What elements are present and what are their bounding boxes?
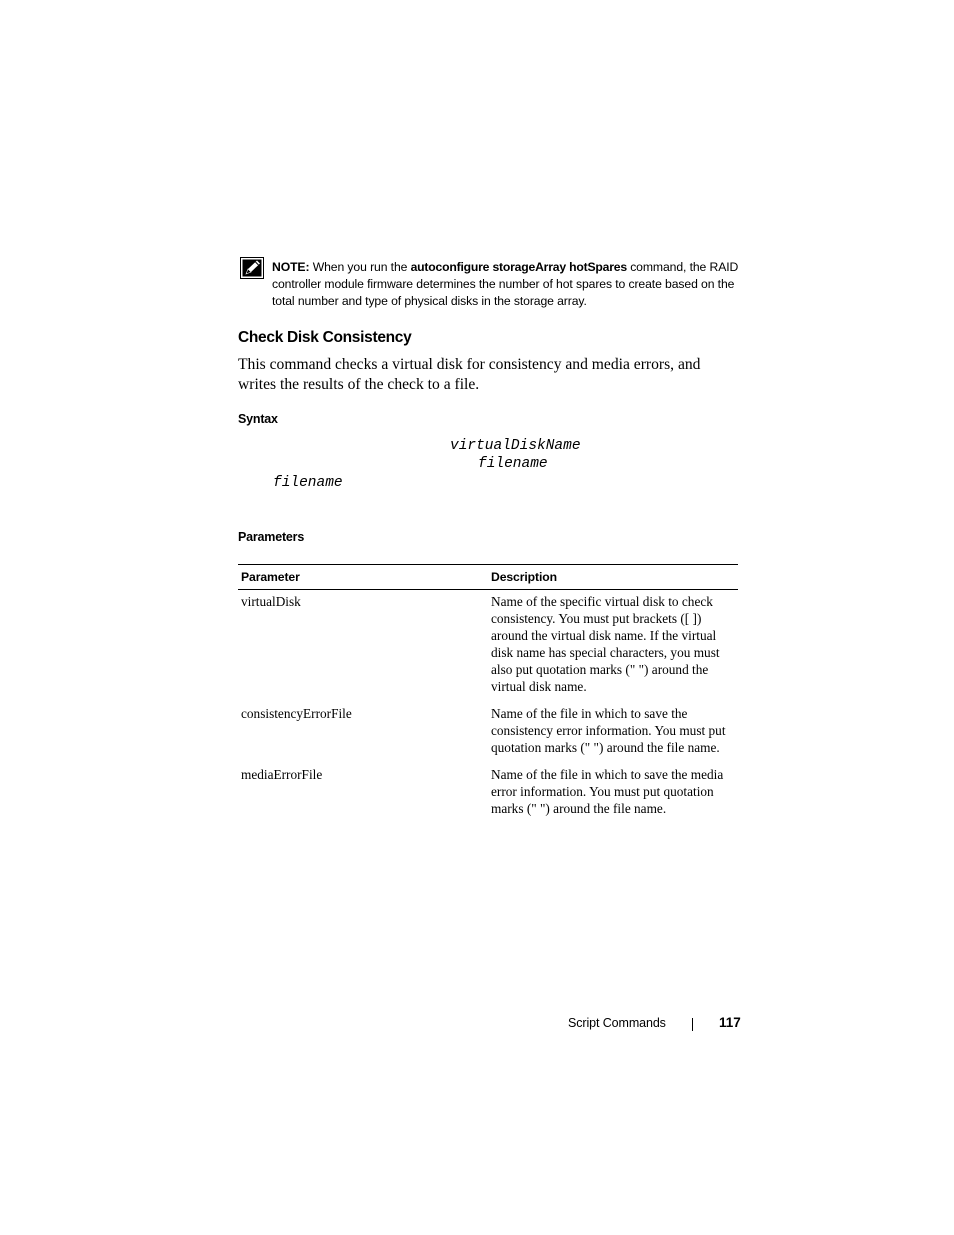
- section-intro: This command checks a virtual disk for consistency and media errors, and writes the results of the check to a file.: [238, 356, 701, 393]
- note-command: autoconfigure storageArray hotSpares: [410, 260, 627, 274]
- table-row: [238, 702, 738, 763]
- parameter-name: consistencyErrorFile: [241, 706, 352, 721]
- footer-separator: [692, 1018, 693, 1031]
- parameter-name: mediaErrorFile: [241, 767, 323, 782]
- note-text: [272, 259, 742, 310]
- column-header-description: Description: [488, 565, 738, 590]
- parameter-description: Name of the specific virtual disk to check consistency. You must put brackets ([ ]) around the virtual disk name. If the virtual disk name has special characters, you must also put quotation marks (" ") around the virtual disk name.: [491, 594, 720, 694]
- syntax-consistency-filename: filename: [478, 456, 548, 472]
- footer-section-name: Script Commands: [568, 1016, 666, 1030]
- parameter-description: Name of the file in which to save the consistency error information. You must put quotation marks (" ") around the file name.: [491, 706, 726, 755]
- note-label: NOTE:: [272, 260, 310, 274]
- syntax-media-filename: filename: [273, 475, 343, 491]
- column-header-parameter: Parameter: [238, 565, 488, 590]
- parameters-table: [238, 564, 738, 824]
- note-text-before: When you run the: [309, 260, 411, 274]
- syntax-virtual-disk-name: virtualDiskName: [450, 438, 581, 454]
- page-number: 117: [719, 1015, 741, 1030]
- table-row: [238, 590, 738, 703]
- pencil-note-icon: [240, 257, 264, 279]
- syntax-heading: Syntax: [238, 412, 278, 426]
- parameter-name: virtualDisk: [241, 594, 301, 609]
- table-header-row: [238, 565, 738, 590]
- parameters-heading: Parameters: [238, 530, 305, 544]
- note-text-after: command, the RAID controller module firmware determines the number of hot spares to create based on the total number and type of physical disks in the storage array.: [272, 260, 739, 308]
- table-row: [238, 763, 738, 824]
- parameter-description: Name of the file in which to save the media error information. You must put quotation marks (" ") around the file name.: [491, 767, 724, 816]
- section-title: Check Disk Consistency: [238, 329, 412, 346]
